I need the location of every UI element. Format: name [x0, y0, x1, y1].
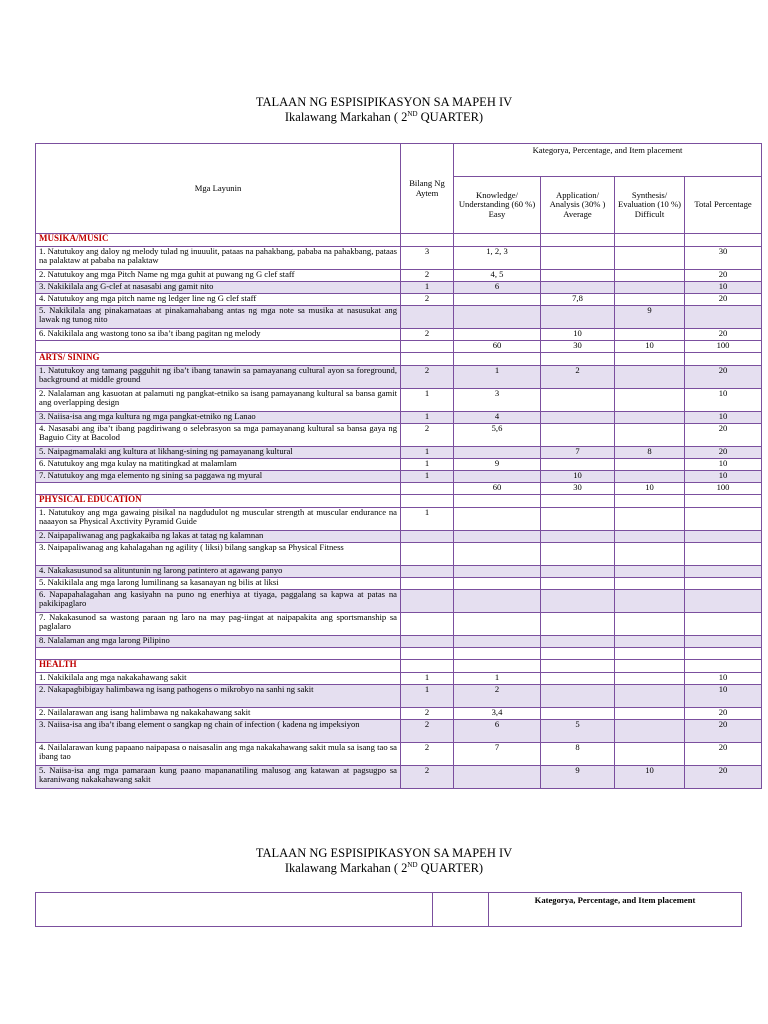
synthesis-cell	[615, 590, 685, 613]
total-cell: 20	[685, 366, 762, 389]
application-cell	[541, 306, 615, 329]
table-row	[36, 389, 762, 412]
table-row	[36, 590, 762, 613]
table-row	[36, 424, 762, 447]
empty-cell	[685, 234, 762, 247]
layunin-cell: 5. Naipagmamalaki ang kultura at likhang-sining ng pamayanang kultural	[36, 447, 401, 459]
synthesis-cell	[615, 412, 685, 424]
table-row	[36, 636, 762, 648]
total-cell: 20	[685, 424, 762, 447]
knowledge-cell	[454, 531, 541, 543]
empty-cell	[615, 495, 685, 508]
total-cell: 10	[685, 673, 762, 685]
empty-cell	[615, 660, 685, 673]
layunin-cell: 1. Natutukoy ang daloy ng melody tulad ng inuuulit, pataas na pahakbang, pababa na pahakbang, pataas na palaktaw at pababa na palaktaw	[36, 247, 401, 270]
table-row	[36, 578, 762, 590]
knowledge-cell	[454, 329, 541, 341]
application-cell	[541, 247, 615, 270]
layunin-cell: 2. Naipapaliwanag ang pagkakaiba ng lakas at tatag ng kalamnan	[36, 531, 401, 543]
knowledge-cell	[454, 306, 541, 329]
empty-cell	[401, 660, 454, 673]
header-application: Application/ Analysis (30% ) Average	[541, 177, 615, 234]
empty-cell	[541, 660, 615, 673]
application-cell	[541, 459, 615, 471]
knowledge-cell: 4	[454, 412, 541, 424]
total-k-cell	[454, 648, 541, 660]
total-cell: 20	[685, 766, 762, 789]
total-cell: 10	[685, 685, 762, 708]
application-cell: 10	[541, 471, 615, 483]
synthesis-cell	[615, 720, 685, 743]
layunin-cell: 6. Natutukoy ang mga kulay na matitingkad at malamlam	[36, 459, 401, 471]
page2-cell-bilang	[433, 893, 489, 927]
page2-cell-layunin	[36, 893, 433, 927]
page2-table	[35, 892, 742, 927]
layunin-cell: 4. Nakakasusunod sa alituntunin ng larong patintero at agawang panyo	[36, 566, 401, 578]
header-kategorya: Kategorya, Percentage, and Item placement	[454, 144, 762, 177]
table-row	[36, 329, 762, 341]
empty-cell	[454, 660, 541, 673]
layunin-cell: 3. Nakikilala ang G-clef at nasasabi ang gamit nito	[36, 282, 401, 294]
synthesis-cell	[615, 282, 685, 294]
application-cell	[541, 412, 615, 424]
empty-cell	[36, 483, 401, 495]
knowledge-cell: 6	[454, 720, 541, 743]
layunin-cell: 2. Nailalarawan ang isang halimbawa ng nakakahawang sakit	[36, 708, 401, 720]
application-cell	[541, 543, 615, 566]
total-cell: 10	[685, 459, 762, 471]
application-cell: 7	[541, 447, 615, 459]
empty-cell	[401, 341, 454, 353]
total-a-cell	[541, 648, 615, 660]
header-bilang: Bilang Ng Aytem	[401, 144, 454, 234]
total-t-cell	[685, 648, 762, 660]
application-cell: 8	[541, 743, 615, 766]
layunin-cell: 7. Nakakasunod sa wastong paraan ng laro na may pag-iingat at naipapakita ang sportsmanship sa paglalaro	[36, 613, 401, 636]
bilang-cell: 1	[401, 389, 454, 412]
bilang-cell: 2	[401, 424, 454, 447]
empty-cell	[401, 353, 454, 366]
empty-cell	[454, 353, 541, 366]
total-cell	[685, 636, 762, 648]
synthesis-cell	[615, 459, 685, 471]
table-row	[36, 471, 762, 483]
bilang-cell: 2	[401, 329, 454, 341]
knowledge-cell	[454, 471, 541, 483]
synthesis-cell: 8	[615, 447, 685, 459]
bilang-cell: 2	[401, 766, 454, 789]
document-subtitle: Ikalawang Markahan ( 2ND QUARTER)	[284, 110, 484, 125]
bilang-cell: 1	[401, 471, 454, 483]
total-cell: 20	[685, 743, 762, 766]
knowledge-cell	[454, 508, 541, 531]
page2-header-kategorya: Kategorya, Percentage, and Item placement	[489, 893, 742, 927]
application-cell	[541, 282, 615, 294]
section-row	[36, 353, 762, 366]
total-cell: 30	[685, 247, 762, 270]
application-cell	[541, 685, 615, 708]
totals-row	[36, 341, 762, 353]
section-row	[36, 234, 762, 247]
synthesis-cell	[615, 294, 685, 306]
knowledge-cell: 3	[454, 389, 541, 412]
total-cell	[685, 508, 762, 531]
application-cell	[541, 578, 615, 590]
knowledge-cell	[454, 613, 541, 636]
bilang-cell: 1	[401, 282, 454, 294]
total-k-cell: 60	[454, 341, 541, 353]
bilang-cell: 1	[401, 412, 454, 424]
total-cell	[685, 306, 762, 329]
application-cell: 5	[541, 720, 615, 743]
application-cell: 2	[541, 366, 615, 389]
layunin-cell: 3. Naiisa-isa ang mga kultura ng mga pangkat-etniko ng Lanao	[36, 412, 401, 424]
empty-cell	[454, 234, 541, 247]
bilang-cell	[401, 306, 454, 329]
knowledge-cell: 6	[454, 282, 541, 294]
empty-cell	[685, 353, 762, 366]
table-row	[36, 508, 762, 531]
page2-subtitle: Ikalawang Markahan ( 2ND QUARTER)	[284, 861, 484, 876]
bilang-cell: 1	[401, 685, 454, 708]
total-cell	[685, 531, 762, 543]
header-layunin: Mga Layunin	[36, 144, 401, 234]
layunin-cell: 1. Natutukoy ang mga gawaing pisikal na nagdudulot ng muscular strength at muscular endurance na naaayon sa Physical Axctivity Pyramid Guide	[36, 508, 401, 531]
layunin-cell: 6. Nakikilala ang wastong tono sa iba’t ibang pagitan ng melody	[36, 329, 401, 341]
application-cell: 7,8	[541, 294, 615, 306]
bilang-cell	[401, 590, 454, 613]
table-row	[36, 306, 762, 329]
bilang-cell: 2	[401, 743, 454, 766]
layunin-cell: 1. Nakikilala ang mga nakakahawang sakit	[36, 673, 401, 685]
total-s-cell	[615, 648, 685, 660]
section-name: HEALTH	[36, 660, 401, 673]
bilang-cell: 2	[401, 270, 454, 282]
synthesis-cell	[615, 685, 685, 708]
bilang-cell	[401, 613, 454, 636]
knowledge-cell: 1	[454, 366, 541, 389]
page2-title: TALAAN NG ESPISIPIKASYON SA MAPEH IV	[255, 846, 513, 860]
total-cell	[685, 543, 762, 566]
section-name: ARTS/ SINING	[36, 353, 401, 366]
knowledge-cell: 9	[454, 459, 541, 471]
layunin-cell: 4. Natutukoy ang mga pitch name ng ledger line ng G clef staff	[36, 294, 401, 306]
bilang-cell	[401, 543, 454, 566]
table-row	[36, 294, 762, 306]
table-row	[36, 673, 762, 685]
knowledge-cell	[454, 566, 541, 578]
application-cell	[541, 636, 615, 648]
empty-cell	[541, 495, 615, 508]
synthesis-cell	[615, 578, 685, 590]
total-cell: 10	[685, 389, 762, 412]
synthesis-cell	[615, 329, 685, 341]
table-row	[36, 531, 762, 543]
application-cell: 9	[541, 766, 615, 789]
total-s-cell: 10	[615, 483, 685, 495]
total-cell: 20	[685, 294, 762, 306]
table-row	[36, 685, 762, 708]
header-total: Total Percentage	[685, 177, 762, 234]
total-k-cell: 60	[454, 483, 541, 495]
total-cell: 20	[685, 708, 762, 720]
synthesis-cell	[615, 708, 685, 720]
application-cell	[541, 590, 615, 613]
knowledge-cell	[454, 590, 541, 613]
total-cell	[685, 566, 762, 578]
layunin-cell: 5. Nakikilala ang pinakamataas at pinakamahabang antas ng mga note sa musika at nasusukat ang lawak ng tunog nito	[36, 306, 401, 329]
synthesis-cell	[615, 636, 685, 648]
synthesis-cell	[615, 366, 685, 389]
total-cell: 10	[685, 282, 762, 294]
empty-cell	[401, 648, 454, 660]
total-cell	[685, 613, 762, 636]
application-cell	[541, 531, 615, 543]
application-cell	[541, 424, 615, 447]
empty-cell	[36, 341, 401, 353]
layunin-cell: 5. Naiisa-isa ang mga pamaraan kung paano mapananatiling malusog ang katawan at pagsugpo sa karaniwang nakakahawang sakit	[36, 766, 401, 789]
empty-cell	[615, 234, 685, 247]
empty-cell	[615, 353, 685, 366]
layunin-cell: 3. Naiisa-isa ang iba’t ibang element o sangkap ng chain of infection ( kadena ng impeksiyon	[36, 720, 401, 743]
section-row	[36, 495, 762, 508]
table-row	[36, 412, 762, 424]
total-a-cell: 30	[541, 341, 615, 353]
synthesis-cell	[615, 389, 685, 412]
bilang-cell: 1	[401, 447, 454, 459]
total-cell: 20	[685, 720, 762, 743]
totals-row	[36, 483, 762, 495]
specification-table	[35, 143, 762, 789]
table-row	[36, 270, 762, 282]
synthesis-cell	[615, 566, 685, 578]
knowledge-cell	[454, 578, 541, 590]
table-row	[36, 282, 762, 294]
bilang-cell	[401, 578, 454, 590]
empty-cell	[401, 483, 454, 495]
knowledge-cell	[454, 447, 541, 459]
synthesis-cell	[615, 270, 685, 282]
empty-cell	[541, 353, 615, 366]
section-row	[36, 660, 762, 673]
application-cell	[541, 270, 615, 282]
bilang-cell	[401, 531, 454, 543]
table-row	[36, 720, 762, 743]
table-row	[36, 566, 762, 578]
table-row	[36, 613, 762, 636]
empty-cell	[401, 234, 454, 247]
layunin-cell: 1. Natutukoy ang tamang pagguhit ng iba’t ibang tanawin sa pamayanang cultural ayon sa foreground, background at middle ground	[36, 366, 401, 389]
knowledge-cell: 7	[454, 743, 541, 766]
totals-row	[36, 648, 762, 660]
knowledge-cell	[454, 294, 541, 306]
section-name: MUSIKA/MUSIC	[36, 234, 401, 247]
empty-cell	[401, 495, 454, 508]
application-cell	[541, 613, 615, 636]
bilang-cell: 2	[401, 366, 454, 389]
table-row	[36, 447, 762, 459]
total-s-cell: 10	[615, 341, 685, 353]
knowledge-cell: 3,4	[454, 708, 541, 720]
bilang-cell: 3	[401, 247, 454, 270]
total-cell: 10	[685, 471, 762, 483]
section-name: PHYSICAL EDUCATION	[36, 495, 401, 508]
synthesis-cell	[615, 531, 685, 543]
knowledge-cell: 2	[454, 685, 541, 708]
synthesis-cell: 10	[615, 766, 685, 789]
bilang-cell: 2	[401, 720, 454, 743]
application-cell	[541, 566, 615, 578]
header-synthesis: Synthesis/ Evaluation (10 %) Difficult	[615, 177, 685, 234]
total-a-cell: 30	[541, 483, 615, 495]
layunin-cell: 7. Natutukoy ang mga elemento ng sining sa paggawa ng myural	[36, 471, 401, 483]
knowledge-cell: 4, 5	[454, 270, 541, 282]
knowledge-cell	[454, 543, 541, 566]
total-cell: 20	[685, 270, 762, 282]
empty-cell	[36, 648, 401, 660]
bilang-cell: 2	[401, 708, 454, 720]
total-cell	[685, 590, 762, 613]
table-row	[36, 459, 762, 471]
table-row	[36, 766, 762, 789]
document-title: TALAAN NG ESPISIPIKASYON SA MAPEH IV	[255, 95, 513, 109]
layunin-cell: 2. Nalalaman ang kasuotan at palamuti ng pangkat-etniko sa isang pamayanang kultural sa bansa gamit ang overlapping design	[36, 389, 401, 412]
table-row	[36, 366, 762, 389]
total-cell: 10	[685, 412, 762, 424]
application-cell: 10	[541, 329, 615, 341]
total-t-cell: 100	[685, 341, 762, 353]
application-cell	[541, 389, 615, 412]
bilang-cell	[401, 636, 454, 648]
layunin-cell: 2. Nakapagbibigay halimbawa ng isang pathogens o mikrobyo na sanhi ng sakit	[36, 685, 401, 708]
layunin-cell: 5. Nakikilala ang mga larong lumilinang sa kasanayan ng bilis at liksi	[36, 578, 401, 590]
synthesis-cell	[615, 471, 685, 483]
table-row	[36, 247, 762, 270]
layunin-cell: 4. Nasasabi ang iba’t ibang pagdiriwang o selebrasyon sa mga pamayanang kultural sa bansa gaya ng Baguio City at Bacolod	[36, 424, 401, 447]
empty-cell	[685, 660, 762, 673]
bilang-cell	[401, 566, 454, 578]
bilang-cell: 1	[401, 508, 454, 531]
synthesis-cell	[615, 673, 685, 685]
application-cell	[541, 673, 615, 685]
knowledge-cell: 1, 2, 3	[454, 247, 541, 270]
layunin-cell: 4. Nailalarawan kung papaano naipapasa o naisasalin ang mga nakakahawang sakit mula sa isang tao sa ibang tao	[36, 743, 401, 766]
knowledge-cell: 5,6	[454, 424, 541, 447]
total-cell	[685, 578, 762, 590]
layunin-cell: 2. Natutukoy ang mga Pitch Name ng mga guhit at puwang ng G clef staff	[36, 270, 401, 282]
application-cell	[541, 708, 615, 720]
layunin-cell: 6. Napapahalagahan ang kasiyahn na puno ng enerhiya at tiyaga, paggalang sa kapwa at patas na pakikipaglaro	[36, 590, 401, 613]
layunin-cell: 8. Nalalaman ang mga larong Pilipino	[36, 636, 401, 648]
table-row	[36, 543, 762, 566]
synthesis-cell	[615, 743, 685, 766]
knowledge-cell	[454, 636, 541, 648]
total-cell: 20	[685, 447, 762, 459]
synthesis-cell	[615, 424, 685, 447]
synthesis-cell	[615, 247, 685, 270]
empty-cell	[454, 495, 541, 508]
empty-cell	[685, 495, 762, 508]
table-row	[36, 708, 762, 720]
bilang-cell: 2	[401, 294, 454, 306]
empty-cell	[541, 234, 615, 247]
table-row	[36, 743, 762, 766]
header-knowledge: Knowledge/ Understanding (60 %) Easy	[454, 177, 541, 234]
total-t-cell: 100	[685, 483, 762, 495]
synthesis-cell	[615, 508, 685, 531]
synthesis-cell: 9	[615, 306, 685, 329]
total-cell: 20	[685, 329, 762, 341]
knowledge-cell: 1	[454, 673, 541, 685]
bilang-cell: 1	[401, 459, 454, 471]
application-cell	[541, 508, 615, 531]
knowledge-cell	[454, 766, 541, 789]
bilang-cell: 1	[401, 673, 454, 685]
layunin-cell: 3. Naipapaliwanag ang kahalagahan ng agility ( liksi) bilang sangkap sa Physical Fitness	[36, 543, 401, 566]
synthesis-cell	[615, 613, 685, 636]
synthesis-cell	[615, 543, 685, 566]
